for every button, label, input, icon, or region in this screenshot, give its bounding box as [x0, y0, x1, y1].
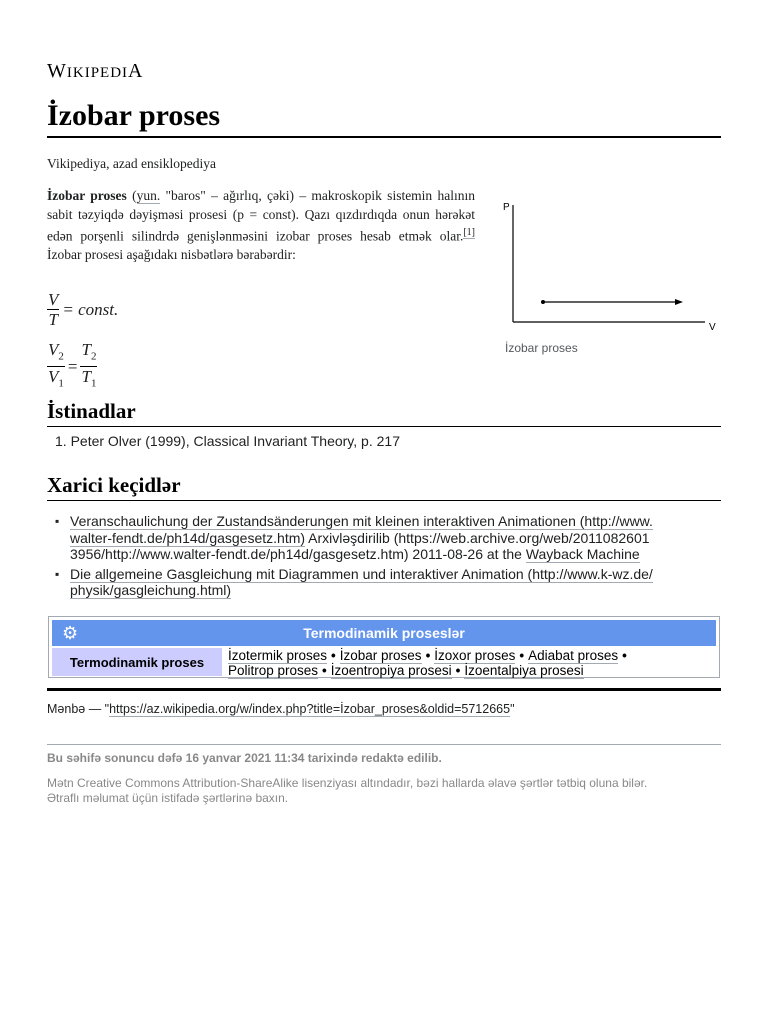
external-link[interactable]: Veranschaulichung der Zustandsänderungen mit kleinen interaktiven Animationen (http://www. walter-fendt.de/ph14d/gasgesetz.htm)	[70, 513, 653, 546]
fraction	[47, 290, 59, 329]
axis-label-v: V	[709, 322, 716, 333]
denominator: $T_1$	[81, 367, 97, 390]
fraction-right	[80, 340, 97, 394]
navbox-link[interactable]: İzobar proses	[339, 648, 422, 663]
section-divider	[47, 426, 721, 427]
archive-date: 2011-08-26 at the	[408, 546, 526, 562]
navbox-link[interactable]: Politrop proses	[228, 663, 319, 678]
archive-link[interactable]: Arxivləşdirilib (https://web.archive.org/web/2011082601	[305, 529, 650, 546]
wikipedia-wordmark[interactable]	[47, 60, 144, 83]
navbox-link[interactable]: İzoentalpiya prosesi	[464, 663, 584, 678]
separator: •	[455, 663, 461, 678]
source-line: Mənbə — "https://az.wikipedia.org/w/index.php?title=İzobar_proses&oldid=5712665"	[47, 702, 515, 716]
wordmark-letter: A	[128, 60, 144, 82]
content-end-divider	[47, 688, 721, 691]
navbox-header	[52, 620, 716, 646]
section-heading-references: İstinadlar	[47, 399, 136, 423]
separator: •	[519, 648, 525, 663]
separator: •	[331, 648, 336, 663]
separator: •	[622, 648, 627, 663]
navbox-link[interactable]: Adiabat proses	[528, 648, 619, 663]
lead-text: "baros" – ağırlıq, çəki) – makroskopik sistemin halının sabit təzyiqdə dəyişməsi prosesi (p = const). Qazı qızdırdıqda onun hərəkət edən porşenli silindrdə genişlənməsini izobar proses hesab etmək olar.	[47, 188, 475, 244]
navbox	[48, 616, 720, 678]
reference-mark[interactable]: [1]	[463, 227, 475, 238]
footer-divider	[47, 744, 721, 745]
arrow-head-icon	[675, 299, 683, 305]
isobar-diagram[interactable]	[500, 197, 725, 337]
archive-url[interactable]: 3956/http://www.walter-fendt.de/ph14d/gasgesetz.htm)	[70, 546, 409, 562]
numerator: $V_2$	[47, 340, 65, 367]
language-link[interactable]: yun.	[136, 188, 161, 203]
separator: •	[322, 663, 327, 678]
reference-item: 1. Peter Olver (1999), Classical Invariant Theory, p. 217	[55, 433, 400, 449]
numerator: V	[48, 290, 59, 309]
gear-icon[interactable]: ⚙	[62, 623, 79, 643]
formula-rhs: = const.	[62, 299, 119, 319]
source-link[interactable]: https://az.wikipedia.org/w/index.php?title=İzobar_proses&oldid=5712665	[109, 702, 511, 716]
site-tagline: Vikipediya, azad ensiklopediya	[47, 156, 217, 171]
denominator: T	[48, 310, 58, 329]
wordmark-letter: W	[47, 60, 67, 82]
list-item	[70, 566, 720, 599]
navbox-link[interactable]: İzotermik proses	[228, 648, 328, 663]
numerator: $T_2$	[80, 340, 97, 367]
section-divider	[47, 500, 721, 501]
formula-ratio	[47, 340, 97, 394]
last-edited-notice: Bu səhifə sonuncu dəfə 16 yanvar 2021 11:34 tarixində redaktə edilib.	[47, 751, 442, 765]
navbox-title[interactable]: Termodinamik proseslər	[303, 625, 465, 641]
license-notice: Mətn Creative Commons Attribution-ShareAlike lisenziyası altındadır, bəzi hallarda əlavə şərtlər tətbiq oluna bilər. Ətraflı məlumat üçün istifadə şərtlərinə baxın.	[47, 776, 648, 805]
equals-sign: =	[67, 356, 78, 376]
title-divider	[47, 136, 721, 138]
lead-text-continued: İzobar prosesi aşağıdakı nisbətlərə bərabərdir:	[47, 247, 296, 262]
navbox-link[interactable]: İzoentropiya prosesi	[330, 663, 452, 678]
denominator: $V_1$	[48, 367, 64, 390]
axis-label-p: P	[503, 202, 510, 213]
page-title: İzobar proses	[47, 99, 221, 132]
navbox-list	[228, 648, 713, 678]
list-item	[70, 513, 720, 563]
navbox-link[interactable]: İzoxor proses	[434, 648, 516, 663]
lead-paragraph: İzobar proses (yun. "baros" – ağırlıq, çəki) – makroskopik sistemin halının sabit təzyiqdə dəyişməsi prosesi (p = const). Qazı qızdırdıqda onun hərəkət edən porşenli silindrdə genişlənməsini izobar proses hesab etmək olar.[1] İzobar prosesi aşağıdakı nisbətlərə bərabərdir:	[47, 188, 475, 262]
lead-term: İzobar proses	[47, 188, 127, 203]
diagram-caption: İzobar proses	[505, 341, 578, 355]
fraction-left	[47, 340, 65, 394]
formula-v-over-t	[47, 290, 121, 329]
wordmark-letters: IKIPEDI	[66, 65, 129, 81]
external-links-list	[70, 513, 720, 602]
separator: •	[425, 648, 431, 663]
navbox-group-label: Termodinamik proses	[52, 648, 222, 676]
section-heading-external-links: Xarici keçidlər	[47, 473, 181, 497]
wayback-link[interactable]: Wayback Machine	[525, 546, 640, 562]
external-link[interactable]: Die allgemeine Gasgleichung mit Diagrammen und interaktiver Animation (http://www.k-wz.de/ physik/gasgleichung.html)	[70, 565, 653, 598]
